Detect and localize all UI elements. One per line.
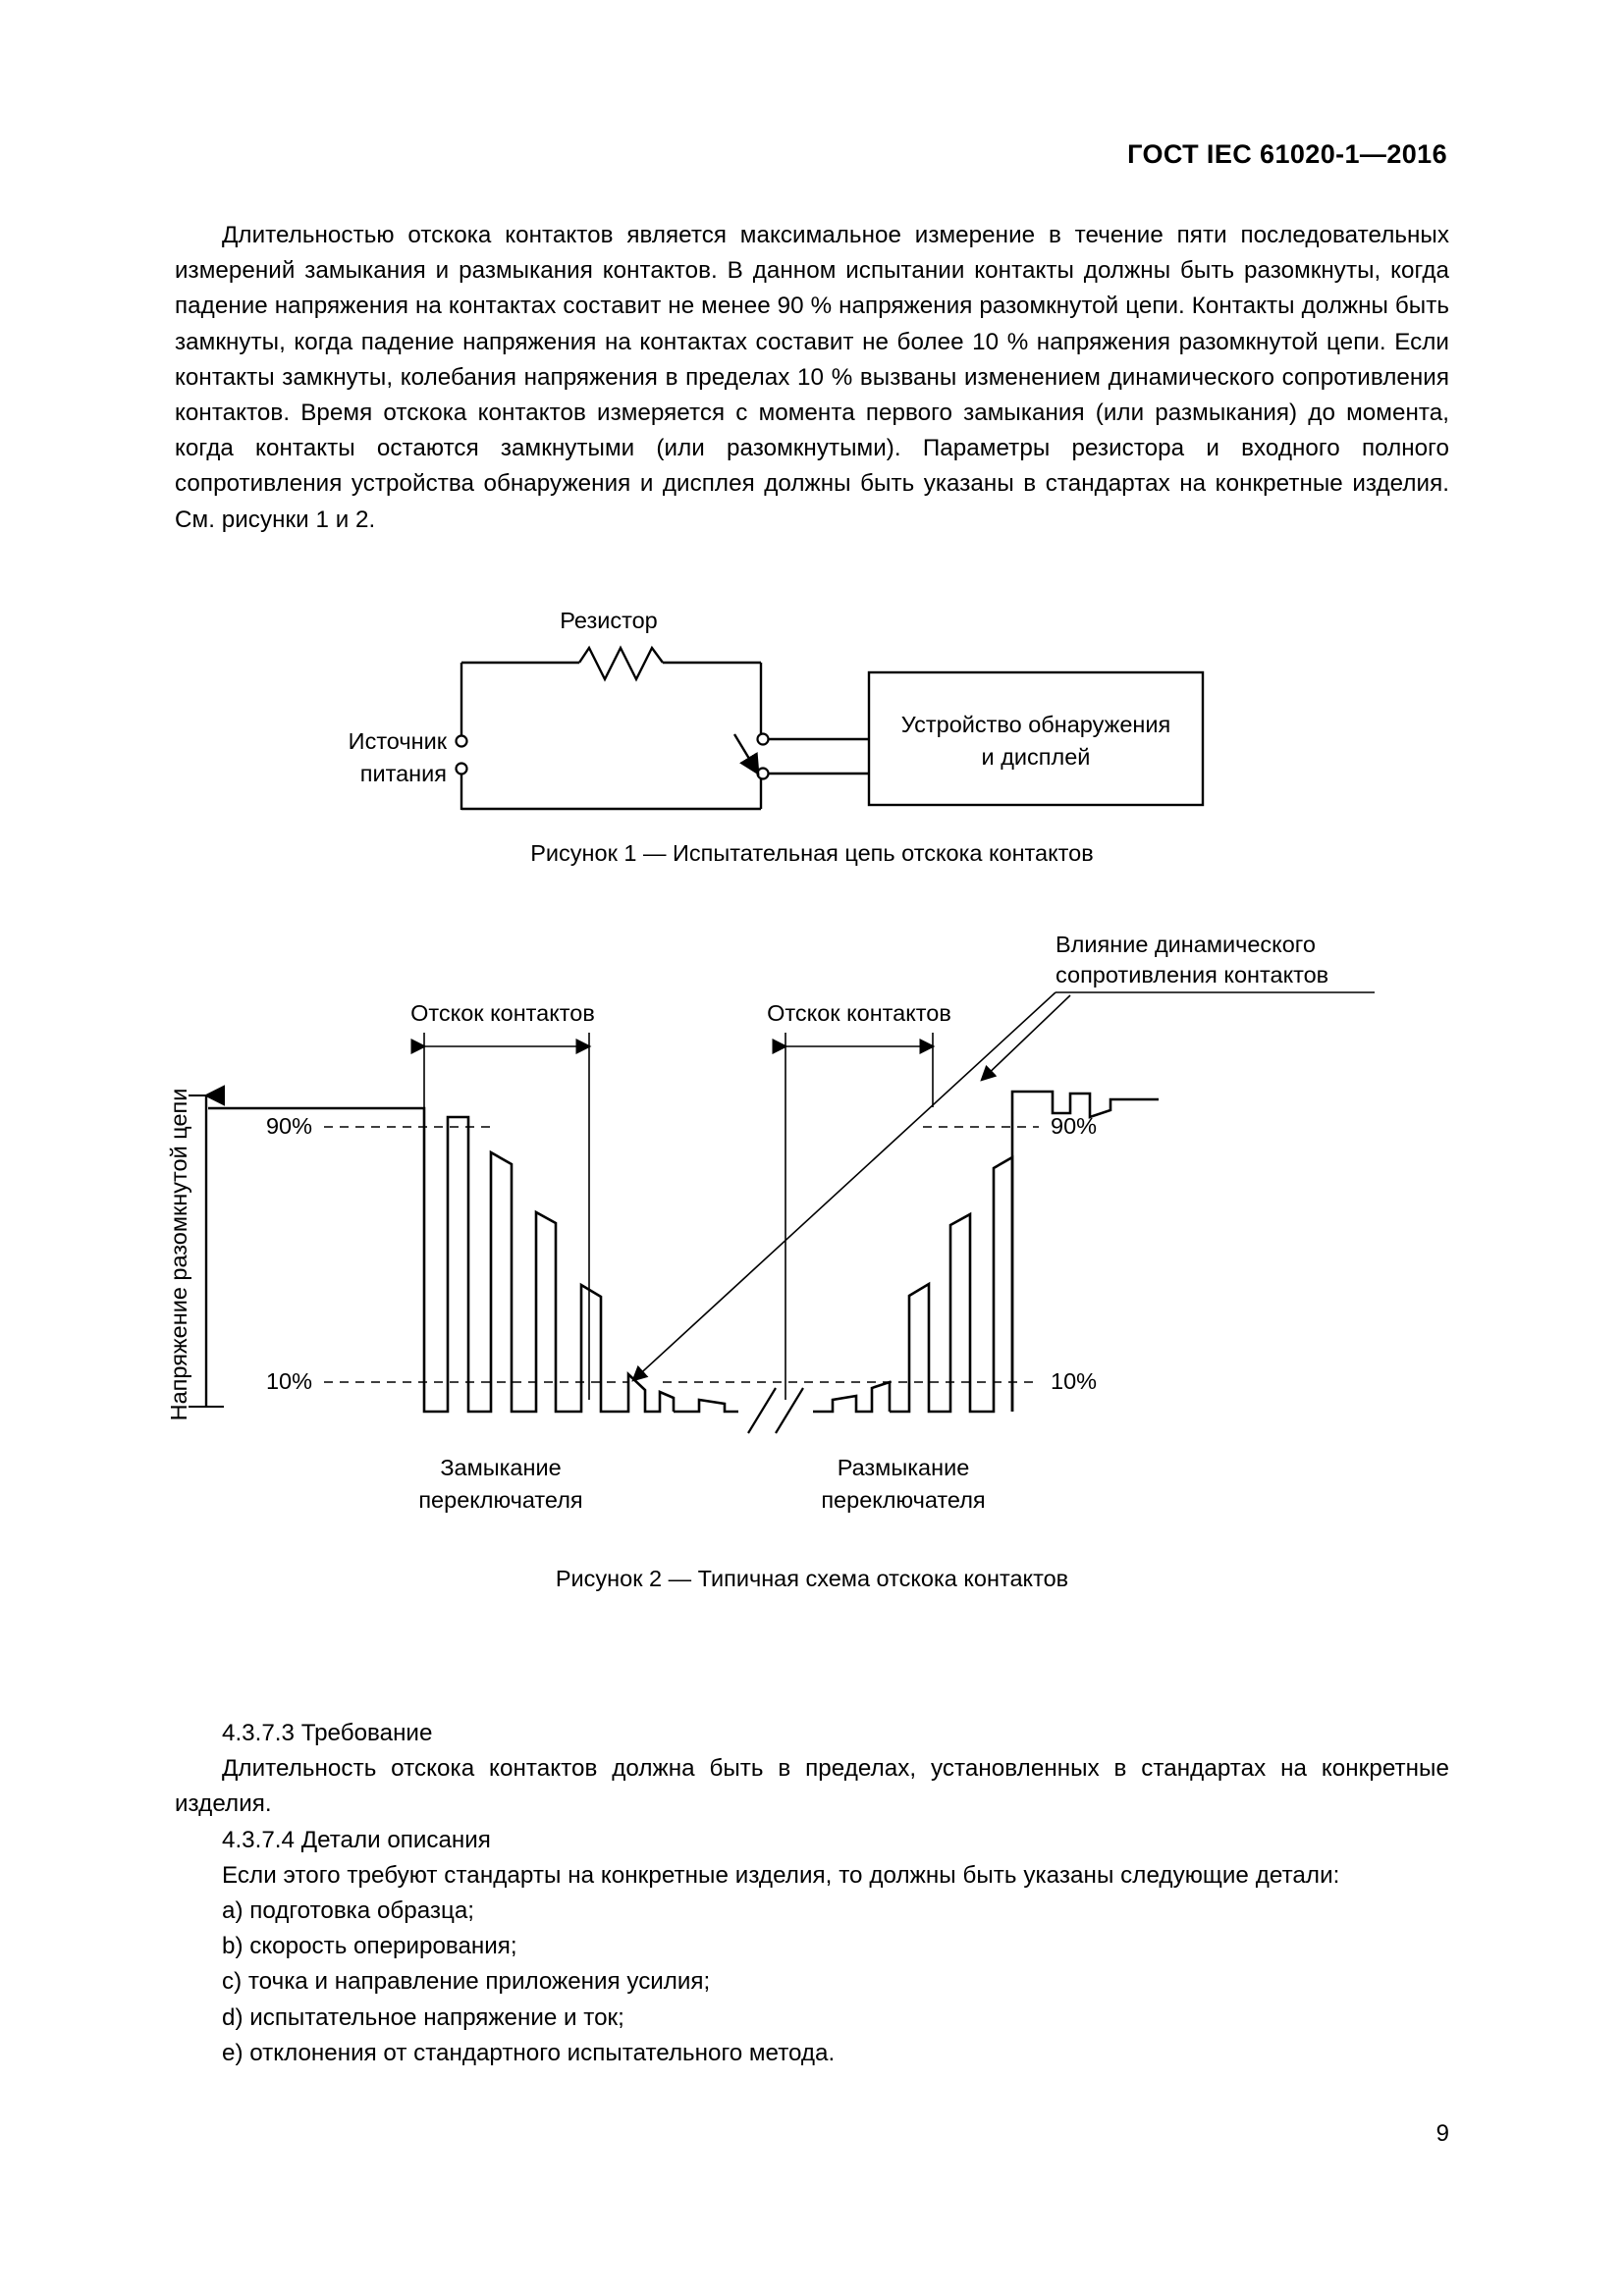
percent-10-left: 10% [265,1368,312,1394]
switch-closing-label-line2: переключателя [418,1487,583,1513]
list-item: b) скорость оперирования; [222,1933,517,1960]
figure-2 [0,931,1624,1618]
figure-2-bounce-waveform-chart [0,931,1624,1618]
section-4374-heading: 4.3.7.4 Детали описания [222,1826,491,1853]
details-list [175,1894,1449,2071]
dynamic-resistance-label-line2: сопротивления контактов [1056,962,1329,988]
section-4373-heading: 4.3.7.3 Требование [222,1720,433,1746]
page-number: 9 [1435,2120,1449,2147]
figure-2-caption: Рисунок 2 — Типичная схема отскока контактов [555,1566,1069,1591]
annotation-leader-short [982,995,1070,1080]
annotation-leader-long [633,992,1056,1380]
resistor-label: Резистор [560,608,658,633]
detector-box [869,672,1203,805]
y-axis-label: Напряжение разомкнутой цепи [166,1088,191,1421]
list-item: a) подготовка образца; [222,1897,475,1925]
lower-sections [175,1716,1449,2071]
list-item: d) испытательное напряжение и ток; [222,2003,624,2031]
bounce-label-left: Отскок контактов [410,1000,595,1026]
list-item: c) точка и направление приложения усилия; [222,1968,711,1996]
main-text-block [175,218,1449,538]
percent-90-left: 90% [265,1113,312,1139]
bounce-label-right: Отскок контактов [767,1000,951,1026]
switch-blade [734,734,757,772]
intro-paragraph: Длительностью отскока контактов является максимальное измерение в течение пяти последовательных измерений замыкания и размыкания контактов. В данном испытании контакты должны быть разомкнуты, когда падение напряжения на контактах составит не менее 90 % напряжения разомкнутой цепи. Контакты должны быть замкнуты, когда падение напряжения на контактах составит не более 10 % напряжения разомкнутой цепи. Если контакты замкнуты, колебания напряжения в пределах 10 % вызваны изменением динамического сопротивления контактов. Время отскока контактов измеряется с момента первого замыкания (или размыкания) до момента, когда контакты остаются замкнутыми (или разомкнутыми). Параметры резистора и входного полного сопротивления устройства обнаружения и дисплея должны быть указаны в стандартах на конкретные изделия. См. рисунки 1 и 2. [175,222,1449,533]
source-terminal-top [457,736,467,747]
figure-1-circuit-diagram [0,589,1624,834]
detector-label-line2: и дисплей [981,744,1091,770]
axis-break-slash-2 [776,1388,803,1433]
source-terminal-bottom [457,764,467,774]
switch-opening-label-line2: переключателя [821,1487,986,1513]
standard-header-title: ГОСТ IEC 61020-1—2016 [1127,139,1447,169]
waveform-closing-bounce [208,1108,674,1412]
section-4373-body: Длительность отскока контактов должна быть в пределах, установленных в стандартах на конкретные изделия. [175,1755,1449,1818]
dynamic-resistance-label-line1: Влияние динамического [1056,932,1316,957]
list-item: e) отклонения от стандартного испытательного метода. [222,2039,836,2066]
axis-break-slash-1 [748,1388,776,1433]
percent-10-right: 10% [1051,1368,1098,1394]
resistor-symbol [579,648,663,679]
section-4374-body: Если этого требуют стандарты на конкретные изделия, то должны быть указаны следующие детали: [222,1861,1340,1889]
source-label-line2: питания [359,761,447,786]
switch-contact-top [758,734,769,745]
waveform-low-ripple-right [813,1382,890,1412]
waveform-settled-with-ripple [1012,1092,1159,1412]
switch-opening-label-line1: Размыкание [837,1455,970,1480]
waveform-opening-bounce [890,1157,1012,1412]
percent-90-right: 90% [1051,1113,1098,1139]
waveform-low-ripple-left [674,1400,738,1412]
figure-1 [0,589,1624,868]
figure-1-caption: Рисунок 1 — Испытательная цепь отскока контактов [530,840,1094,866]
switch-closing-label-line1: Замыкание [440,1455,562,1480]
source-label-line1: Источник [348,728,447,754]
switch-contact-bottom [758,769,769,779]
detector-label-line1: Устройство обнаружения [900,712,1171,737]
